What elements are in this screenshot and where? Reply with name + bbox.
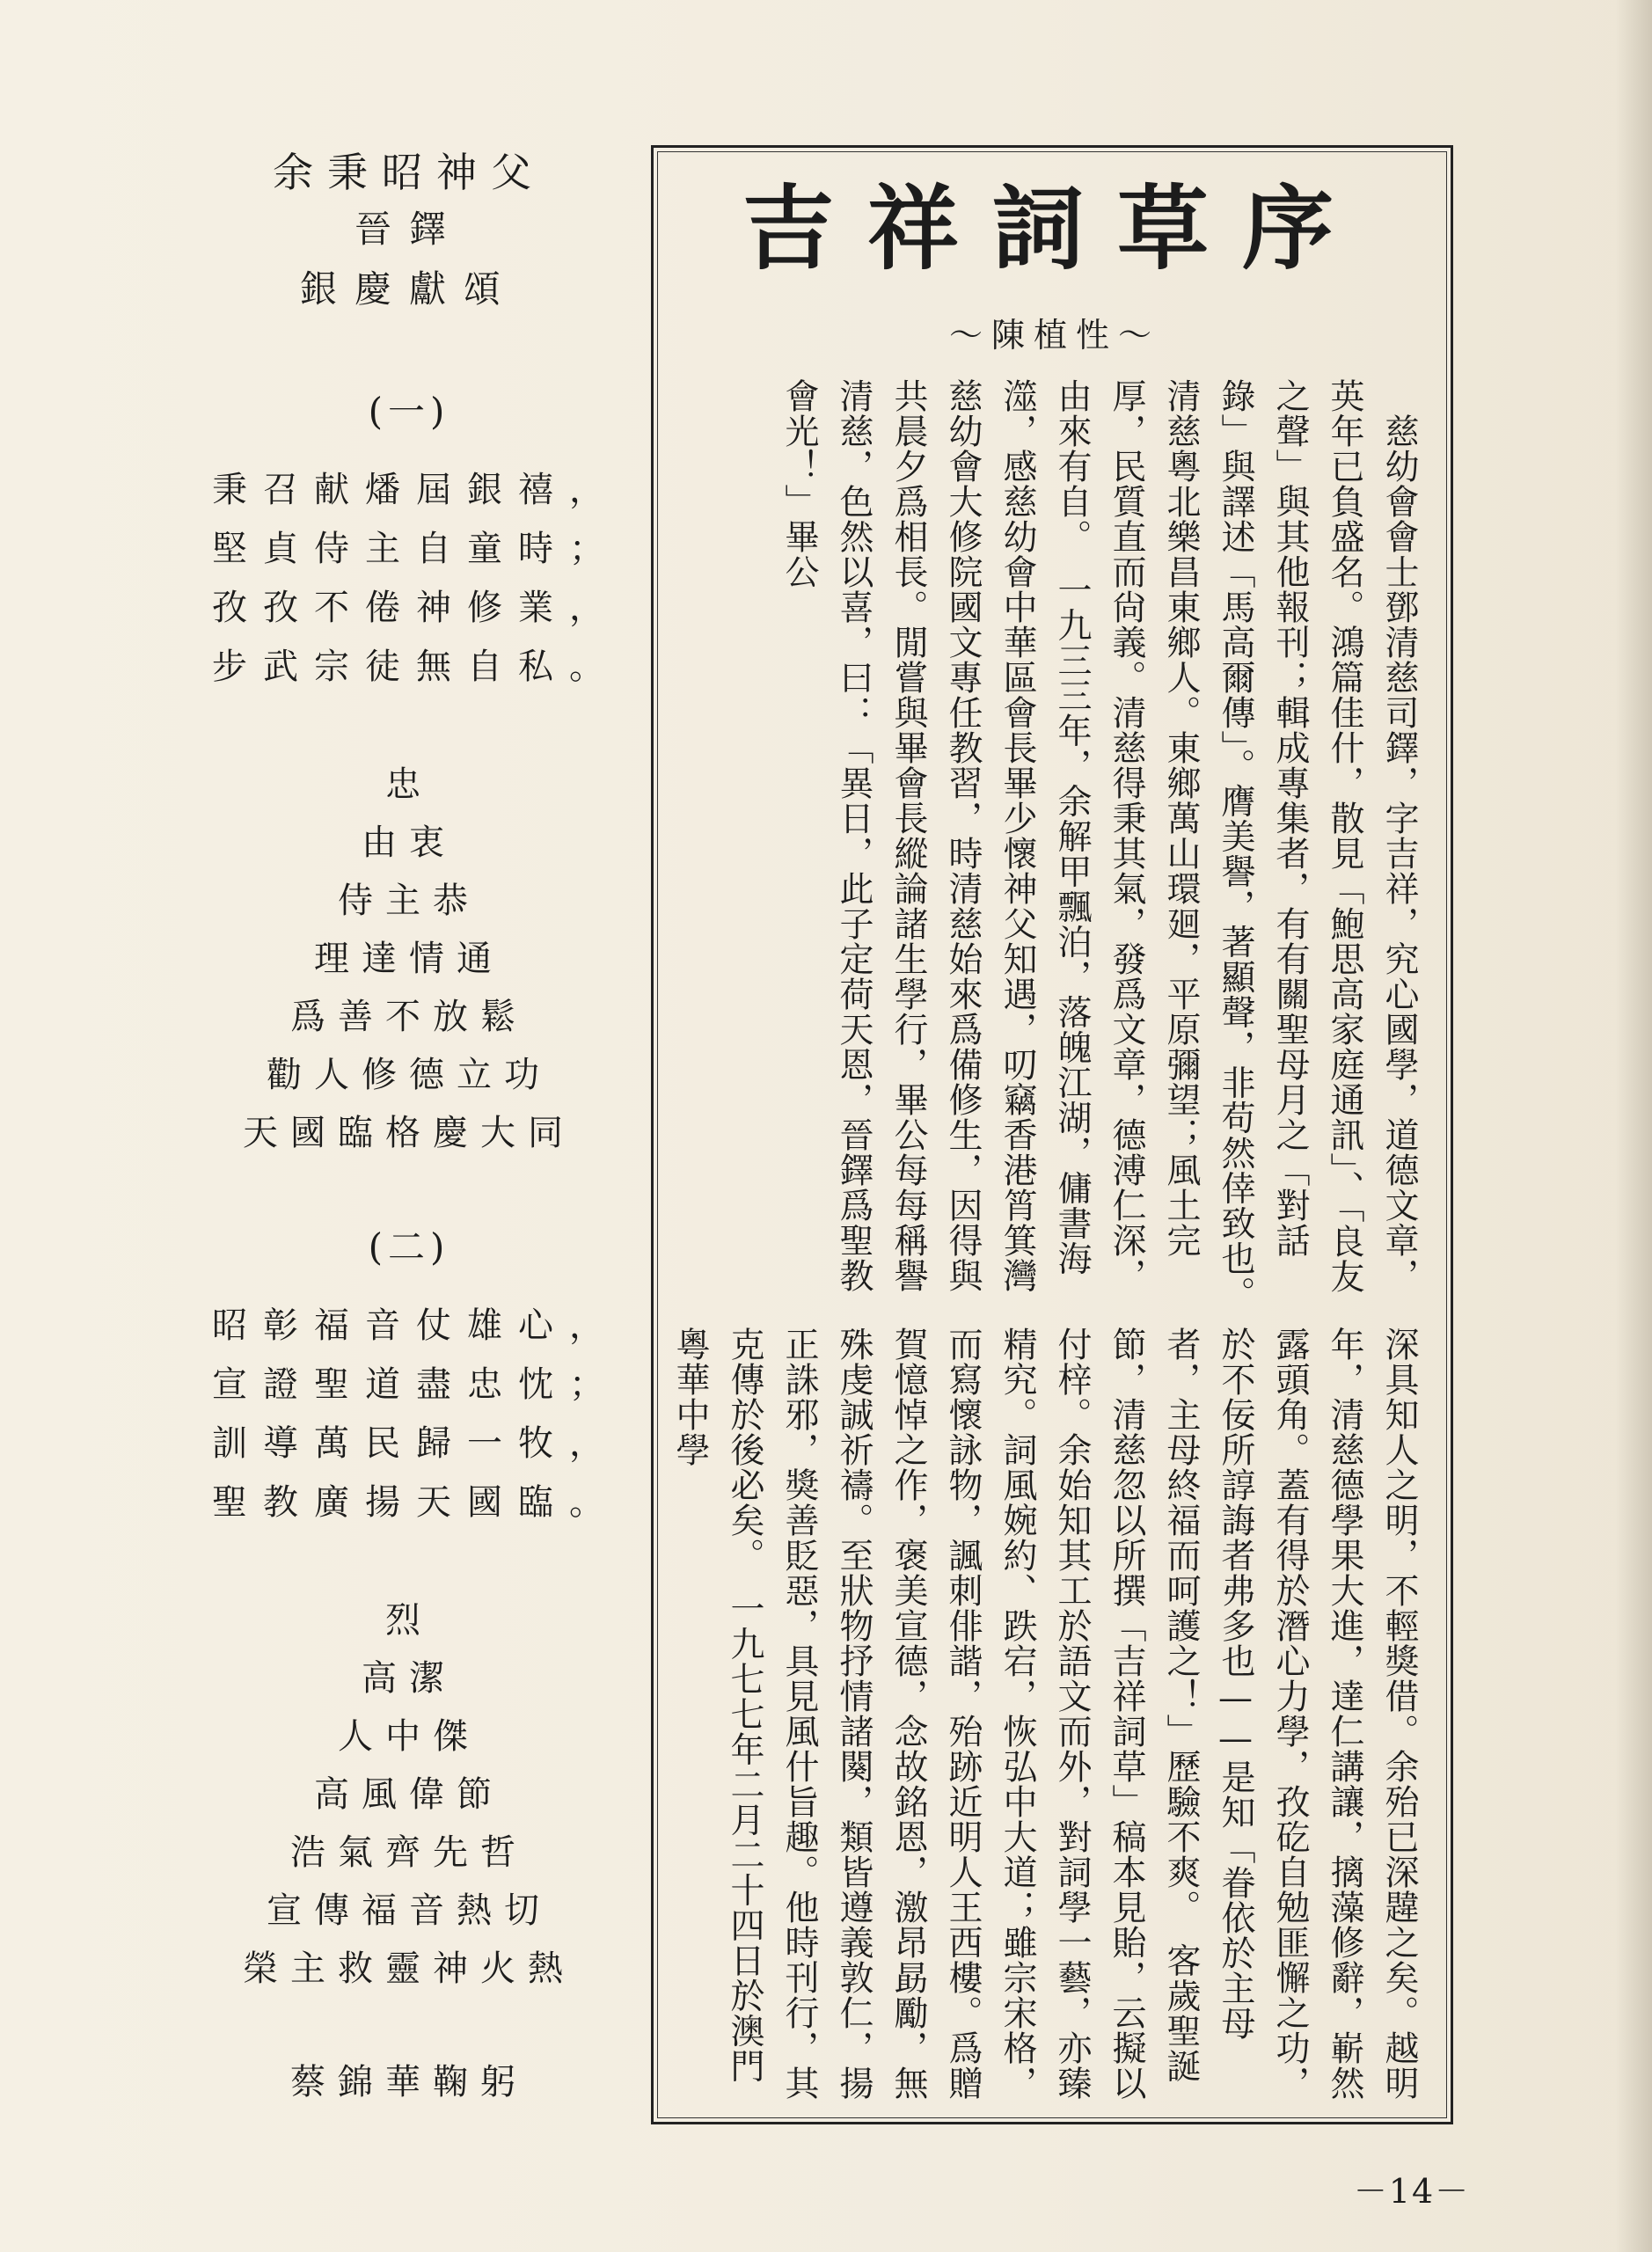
part-2-verse-line: 訓導萬民歸一牧， bbox=[212, 1423, 620, 1464]
article-body-lower: 深具知人之明，不輕獎借。余殆已深韙之矣。越明年，清慈德學果大進，達仁講讓，摛藻修辭，嶄然露頭角。蓋有得於潛心力學，孜矻自勉匪懈之功，於不佞所諄誨者弗多也——是知「眷依於主母者，主母終福而呵護之！」歷驗不爽。 客歲聖誕節，清慈忽以所撰「吉祥詞草」稿本見貽，云擬以付梓。余始知其工於語文而外，對詞學一藝，亦臻精究。詞風婉約、跌宕，恢弘中大道；雖宗宋格，而寫懷詠物，諷刺俳諧，殆跡近明人王西樓。爲贈賀憶悼之作，褒美宣德，念故銘恩，激昂勗勵，無殊虔誠祈禱。至狀物抒情諸闋，類皆遵義敦仁，揚正誅邪，獎善貶惡，具見風什旨趣。他時刊行，其克傳於後必矣。 一九七七年二月二十四日於澳門粵華中學 bbox=[670, 1327, 1419, 2101]
poem-subtitle-1: 晉鐸 bbox=[354, 208, 464, 251]
page-number: －14－ bbox=[1353, 2172, 1471, 2211]
article-frame bbox=[651, 145, 1453, 2124]
poem-title: 余秉昭神父 bbox=[273, 149, 545, 196]
part-2-pyramid-line: 高潔 bbox=[362, 1658, 457, 1699]
article-title: 吉祥詞草序 bbox=[742, 175, 1367, 282]
part-1-pyramid-line: 忠 bbox=[385, 764, 433, 805]
poem-column bbox=[189, 141, 629, 2164]
article-author: ～陳植性～ bbox=[948, 316, 1160, 355]
part-2-verse-line: 聖教廣揚天國臨。 bbox=[212, 1482, 620, 1523]
poem-subtitle-2: 銀慶獻頌 bbox=[299, 267, 518, 311]
part-1-pyramid-line: 爲善不放鬆 bbox=[290, 997, 528, 1037]
part-1-verse-line: 步武宗徒無自私。 bbox=[212, 647, 620, 687]
part-1-number: (一) bbox=[368, 390, 450, 433]
part-1-pyramid-line: 勸人修德立功 bbox=[267, 1055, 552, 1095]
part-2-pyramid-line: 高風偉節 bbox=[314, 1774, 504, 1815]
part-2-verse-line: 宣證聖道盡忠忱； bbox=[212, 1364, 620, 1405]
part-2-pyramid-line: 浩氣齊先哲 bbox=[290, 1832, 528, 1873]
part-1-verse-line: 秉召献燔屆銀禧， bbox=[212, 470, 620, 510]
part-1-pyramid-line: 理達情通 bbox=[314, 939, 504, 979]
part-2-pyramid-line: 榮主救靈神火熱 bbox=[243, 1949, 575, 1989]
poem-author: 蔡錦華鞠躬 bbox=[290, 2062, 528, 2102]
article-body-upper: 慈幼會會士鄧清慈司鐸，字吉祥，究心國學，道德文章，英年已負盛名。鴻篇佳什，散見「鮑思高家庭通訊」、「良友之聲」與其他報刊；輯成專集者，有有關聖母月之「對話錄」與譯述「馬高爾傳」。膺美譽，著顯聲，非苟然倖致也。 清慈粵北樂昌東鄉人。東鄉萬山環廻，平原彌望；風土完厚，民質直而尙義。清慈得秉其氣，發爲文章，德溥仁深，由來有自。 一九三三年，余解甲飄泊，落魄江湖，傭書海澨，感慈幼會中華區會長畢少懷神父知遇，叨竊香港筲箕灣慈幼會大修院國文專任教習，時清慈始來爲備修生，因得與共晨夕爲相長。閒嘗與畢會長縱論諸生學行，畢公每每稱譽清慈，色然以喜，曰：「異日，此子定荷天恩，晉鐸爲聖教會光！」畢公 bbox=[779, 378, 1419, 1329]
part-2-verse-line: 昭彰福音仗雄心， bbox=[212, 1305, 620, 1346]
part-2-pyramid-line: 宣傳福音熱切 bbox=[267, 1890, 552, 1931]
part-2-pyramid-line: 烈 bbox=[385, 1600, 433, 1641]
part-1-pyramid-line: 侍主恭 bbox=[338, 881, 480, 921]
part-1-verse-line: 堅貞侍主自童時； bbox=[212, 529, 620, 569]
part-2-number: (二) bbox=[368, 1225, 450, 1269]
part-1-pyramid-line: 由衷 bbox=[362, 823, 457, 863]
page-edge-shadow bbox=[1615, 0, 1652, 2252]
part-2-pyramid-line: 人中傑 bbox=[338, 1716, 480, 1757]
part-1-verse-line: 孜孜不倦神修業， bbox=[212, 588, 620, 628]
part-1-pyramid-line: 天國臨格慶大同 bbox=[243, 1113, 575, 1153]
